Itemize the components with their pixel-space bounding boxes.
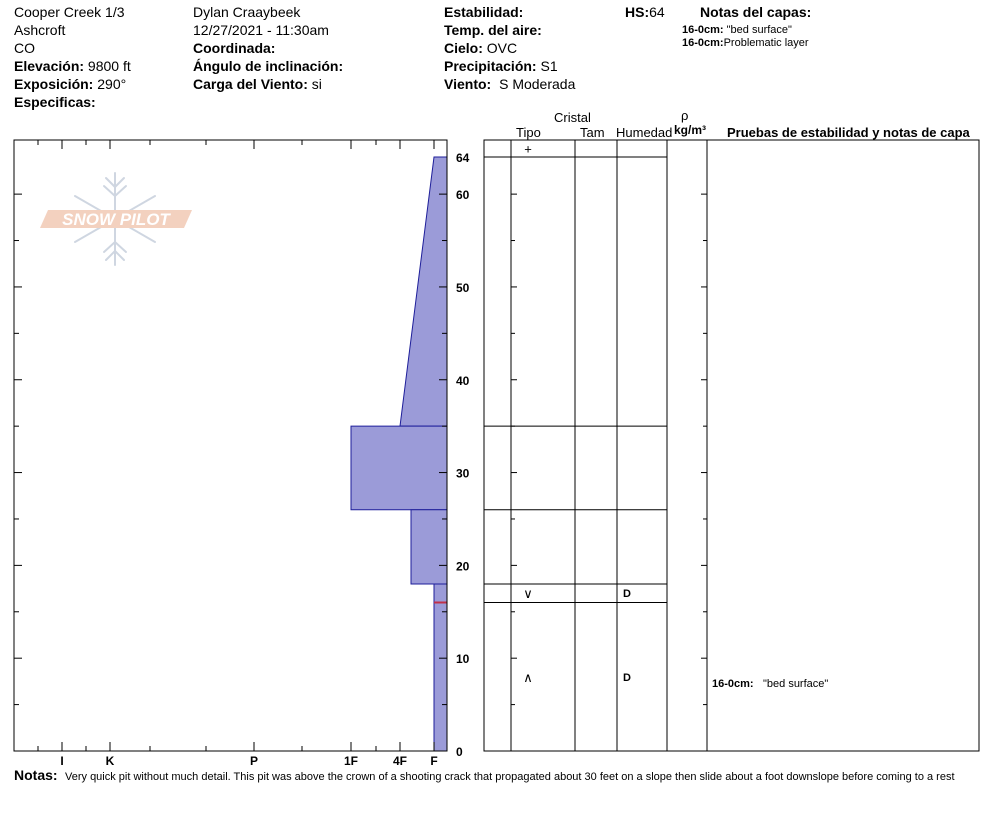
elevation-value: 9800 ft: [87, 58, 131, 74]
y-tick-label: 50: [456, 280, 470, 295]
cristal-header: Cristal: [554, 110, 591, 125]
moisture-value: D: [623, 588, 631, 601]
tests-header: Pruebas de estabilidad y notas de capa: [727, 125, 970, 140]
notes-label: Notas:: [14, 767, 58, 783]
crystal-type-symbol: +: [524, 141, 532, 157]
coordinates-label: Coordinada:: [193, 40, 276, 56]
y-tick-label: 20: [456, 559, 470, 574]
logo-text: SNOW PILOT: [62, 210, 170, 229]
y-tick-label: 60: [456, 188, 470, 203]
hs-label: HS:: [625, 4, 650, 20]
stability-label: Estabilidad:: [444, 4, 524, 20]
hardness-profile: [351, 157, 447, 751]
elevation-label: Elevación:: [14, 58, 85, 74]
layer-note-depth: 16-0cm:: [682, 24, 724, 36]
sky-value: OVC: [486, 40, 518, 56]
y-tick-label: 0: [456, 745, 463, 759]
x-tick-label: I: [60, 754, 64, 768]
precip-value: S1: [540, 58, 558, 74]
test-note-depth: 16-0cm:: [712, 678, 754, 690]
wind-value: S Moderada: [499, 76, 576, 92]
x-tick-label: 1F: [343, 754, 359, 768]
region-name: Ashcroft: [14, 22, 66, 38]
y-tick-label: 64: [456, 151, 470, 165]
layer-note-text: Problematic layer: [723, 37, 809, 49]
layer-note-depth: 16-0cm:: [682, 37, 724, 49]
tipo-header: Tipo: [516, 125, 541, 140]
hardness-layer-bar: [351, 426, 447, 510]
humedad-header: Humedad: [616, 125, 673, 140]
wind-loading-value: si: [311, 76, 322, 92]
wind-label: Viento:: [444, 76, 492, 92]
hardness-layer-bar: [434, 584, 447, 751]
layer-table: [484, 140, 979, 751]
hardness-layer-bar: [411, 510, 447, 584]
tam-header: Tam: [580, 125, 605, 140]
location-name: Cooper Creek 1/3: [14, 4, 125, 20]
y-tick-label: 40: [456, 373, 470, 388]
air-temp-label: Temp. del aire:: [444, 22, 542, 38]
slope-angle-label: Ángulo de inclinación:: [193, 58, 344, 74]
precip-label: Precipitación:: [444, 58, 537, 74]
wind-loading-label: Carga del Viento:: [193, 76, 308, 92]
crystal-type-symbol: ∧: [523, 669, 533, 685]
notes-text: Very quick pit without much detail. This pit was above the crown of a shooting crack that propagated about 30 feet on a slope then slide about a foot downslope before coming to a rest: [65, 771, 955, 783]
y-tick-label: 30: [456, 466, 470, 481]
crystal-type-symbol: ∨: [523, 586, 533, 602]
x-tick-label: K: [105, 754, 115, 768]
layer-notes-title: Notas del capas:: [700, 4, 812, 20]
state-name: CO: [14, 40, 35, 56]
snowpilot-logo: [40, 173, 192, 265]
y-tick-label: 10: [456, 652, 470, 667]
observation-datetime: 12/27/2021 - 11:30am: [193, 22, 329, 38]
x-tick-label: F: [430, 754, 438, 768]
density-symbol: ρ: [681, 108, 689, 123]
hardness-layer-bar: [400, 157, 447, 426]
layer-note-text: "bed surface": [726, 24, 792, 36]
aspect-value: 290°: [97, 76, 127, 92]
specifics-label: Especificas:: [14, 94, 96, 110]
moisture-value: D: [623, 671, 631, 684]
observer-name: Dylan Craaybeek: [193, 4, 301, 20]
sky-label: Cielo:: [444, 40, 483, 56]
x-tick-label: 4F: [392, 754, 408, 768]
layer-table-cells: [523, 142, 631, 685]
hs-value: 64: [649, 4, 665, 20]
test-note-text: "bed surface": [763, 678, 829, 690]
aspect-label: Exposición:: [14, 76, 94, 92]
table-depth-ticks: [484, 194, 707, 704]
x-tick-label: P: [249, 754, 259, 768]
density-unit: kg/m³: [674, 123, 707, 137]
layer-table-frame: [484, 140, 979, 751]
